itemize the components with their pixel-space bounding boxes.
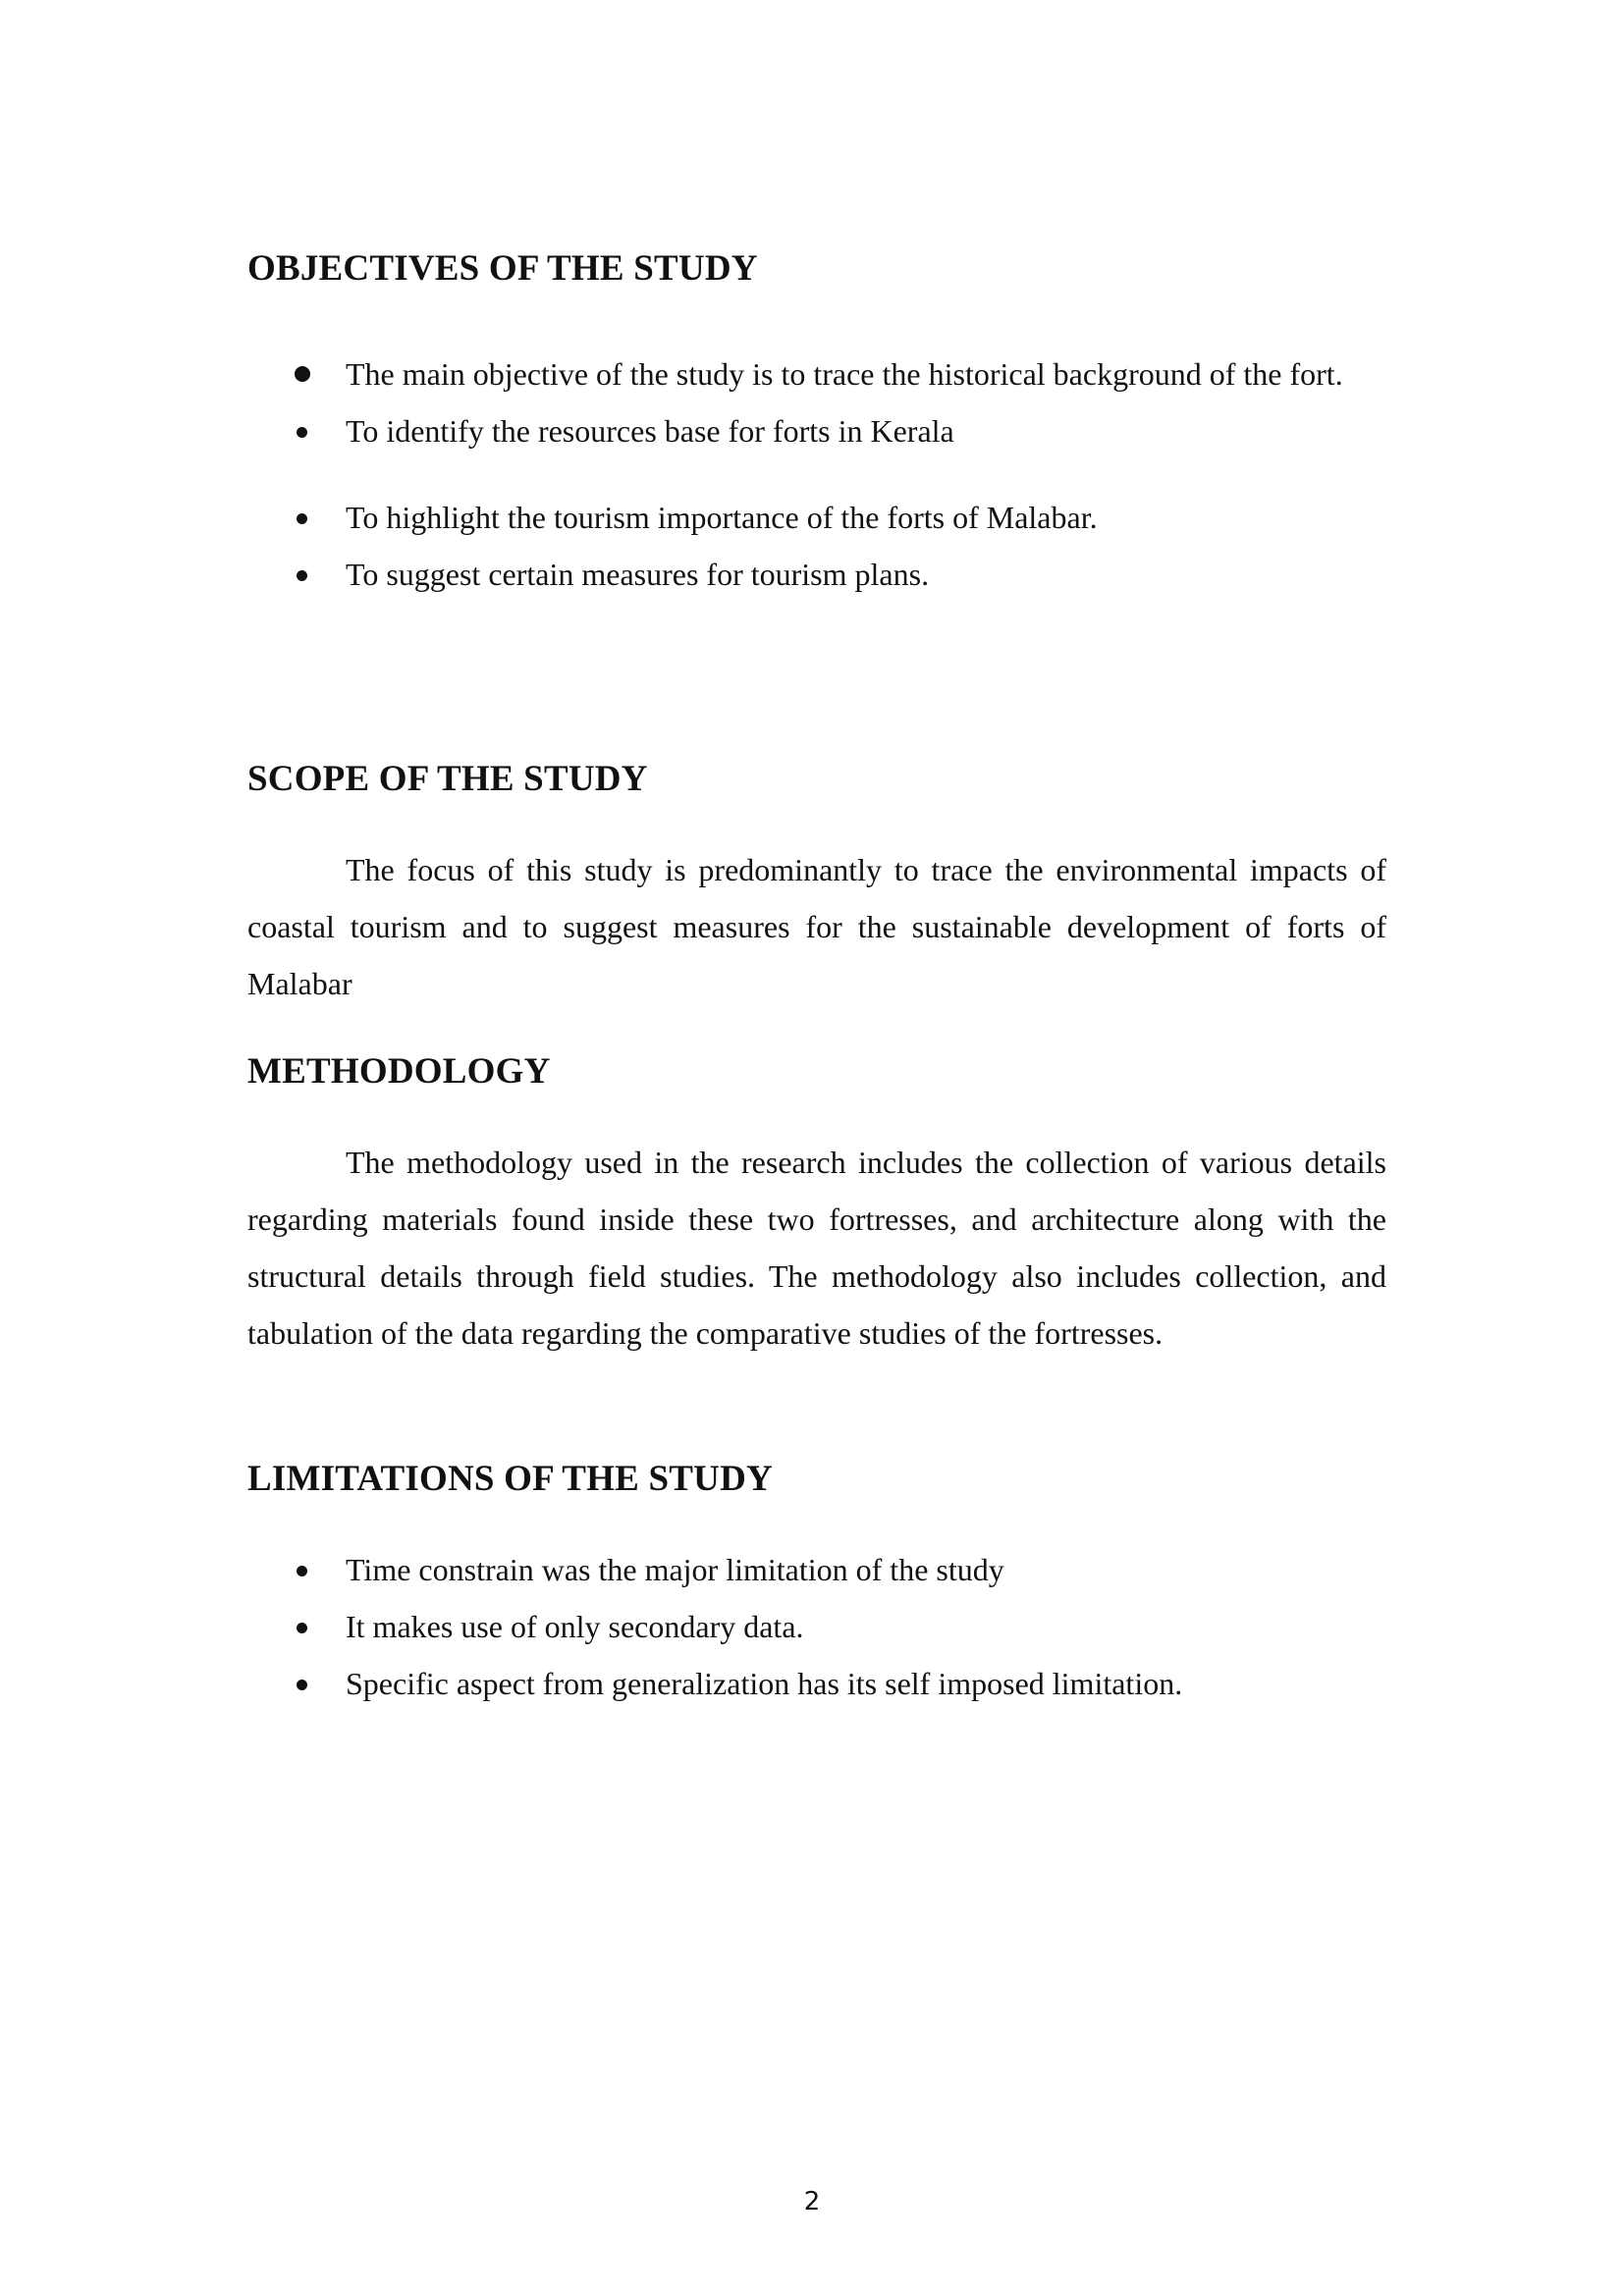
objective-text: The main objective of the study is to trace the historical background of the fort. xyxy=(346,356,1343,392)
list-item xyxy=(247,402,1386,459)
objectives-list xyxy=(247,346,1386,603)
methodology-heading: METHODOLOGY xyxy=(247,1051,551,1092)
list-item xyxy=(247,346,1386,402)
limitation-text: Specific aspect from generalization has its self imposed limitation. xyxy=(346,1666,1183,1701)
list-item xyxy=(247,1598,1386,1655)
bullet-icon xyxy=(297,427,307,438)
bullet-icon xyxy=(297,513,307,524)
list-item xyxy=(247,1655,1386,1712)
objective-text: To suggest certain measures for tourism plans. xyxy=(346,557,930,592)
scope-paragraph: The focus of this study is predominantly to trace the environmental impacts of coastal tourism and to suggest measures for the sustainable development of forts of Malabar xyxy=(247,852,1386,1001)
limitations-heading: LIMITATIONS OF THE STUDY xyxy=(247,1459,773,1499)
objective-text: To identify the resources base for forts in Kerala xyxy=(346,413,954,449)
objective-text: To highlight the tourism importance of the forts of Malabar. xyxy=(346,500,1098,535)
methodology-paragraph: The methodology used in the research includes the collection of various details regarding materials found inside these two fortresses, and architecture along with the structural details through field studies. The methodology also includes collection, and tabulation of the data regarding the comparative studies of the fortresses. xyxy=(247,1145,1386,1351)
objectives-heading: OBJECTIVES OF THE STUDY xyxy=(247,248,758,289)
list-item xyxy=(247,1541,1386,1598)
scope-heading: SCOPE OF THE STUDY xyxy=(247,759,648,799)
limitation-text: It makes use of only secondary data. xyxy=(346,1609,804,1644)
bullet-icon xyxy=(297,1623,307,1633)
bullet-icon xyxy=(297,570,307,581)
bullet-icon xyxy=(297,1680,307,1690)
limitations-list xyxy=(247,1541,1386,1712)
list-item xyxy=(247,489,1386,546)
list-item xyxy=(247,546,1386,603)
bullet-icon xyxy=(295,366,310,382)
limitation-text: Time constrain was the major limitation of the study xyxy=(346,1552,1004,1587)
bullet-icon xyxy=(297,1566,307,1576)
page-number: 2 xyxy=(803,2187,821,2216)
